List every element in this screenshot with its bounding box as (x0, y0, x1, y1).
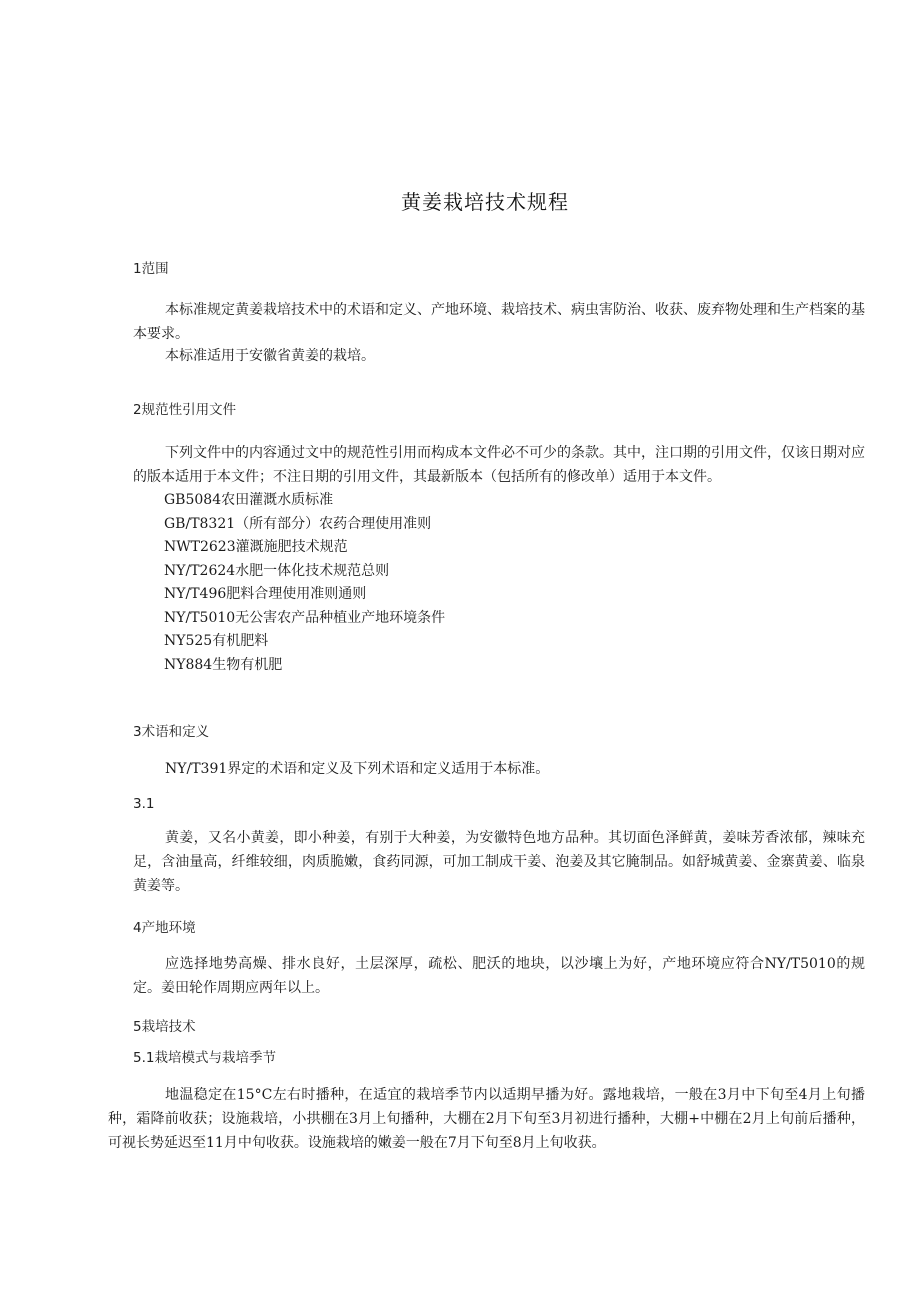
section-5-heading: 5栽培技术 (133, 1019, 196, 1035)
reference-item: GB5084农田灌溉水质标准 (164, 492, 334, 508)
section-3-paragraph-1: NY/T391界定的术语和定义及下列术语和定义适用于本标准。 (165, 761, 550, 777)
section-1-paragraph-1: 本标准规定黄姜栽培技术中的术语和定义、产地环境、栽培技术、病虫害防治、收获、废弃物处理和生产档案的基本要求。 (133, 302, 865, 342)
reference-item: NY/T5010无公害农产品种植业产地环境条件 (164, 610, 446, 626)
section-3-1-heading: 3.1 (133, 796, 155, 812)
section-3-heading: 3术语和定义 (133, 724, 210, 740)
section-2-heading: 2规范性引用文件 (133, 402, 237, 418)
reference-item: NY525有机肥料 (164, 633, 269, 649)
reference-item: NY/T2624水肥一体化技术规范总则 (164, 563, 390, 579)
document-title: 黄姜栽培技术规程 (401, 190, 569, 214)
section-4-heading: 4产地环境 (133, 920, 196, 936)
reference-item: NWT2623灌溉施肥技术规范 (164, 539, 348, 555)
section-4-paragraph-1: 应选择地势高燥、排水良好，土层深厚，疏松、肥沃的地块，以沙壤上为好，产地环境应符合NY/T5010的规定。姜田轮作周期应两年以上。 (133, 956, 865, 996)
reference-item: NY884生物有机肥 (164, 657, 283, 673)
section-2-paragraph-1: 下列文件中的内容通过文中的规范性引用而构成本文件必不可少的条款。其中，注口期的引用文件，仅该日期对应的版本适用于本文件；不注日期的引用文件，其最新版本（包括所有的修改单）适用于本文件。 (133, 445, 865, 485)
reference-item: GB/T8321（所有部分）农药合理使用准则 (164, 516, 432, 532)
section-5-1-paragraph: 地温稳定在15°C左右时播种，在适宜的栽培季节内以适期早播为好。露地栽培，一般在3月中下旬至4月上旬播种，霜降前收获；设施栽培，小拱棚在3月上旬播种，大棚在2月下旬至3月初进行播种，大棚+中棚在2月上旬前后播种，可视长势延迟至11月中旬收获。设施栽培的嫩姜一般在7月下旬至8月上旬收获。 (108, 1087, 865, 1151)
section-1-heading: 1范围 (133, 261, 169, 277)
section-3-1-paragraph: 黄姜，又名小黄姜，即小种姜，有别于大种姜，为安徽特色地方品种。其切面色泽鲜黄，姜味芳香浓郁，辣味充足，含油量高，纤维较细，肉质脆嫩，食药同源，可加工制成干姜、泡姜及其它腌制品。如舒城黄姜、金寨黄姜、临泉黄姜等。 (133, 830, 865, 894)
reference-item: NY/T496肥料合理使用准则通则 (164, 586, 367, 602)
section-1-paragraph-2: 本标准适用于安徽省黄姜的栽培。 (165, 348, 375, 364)
section-5-1-heading: 5.1栽培模式与栽培季节 (133, 1050, 276, 1066)
